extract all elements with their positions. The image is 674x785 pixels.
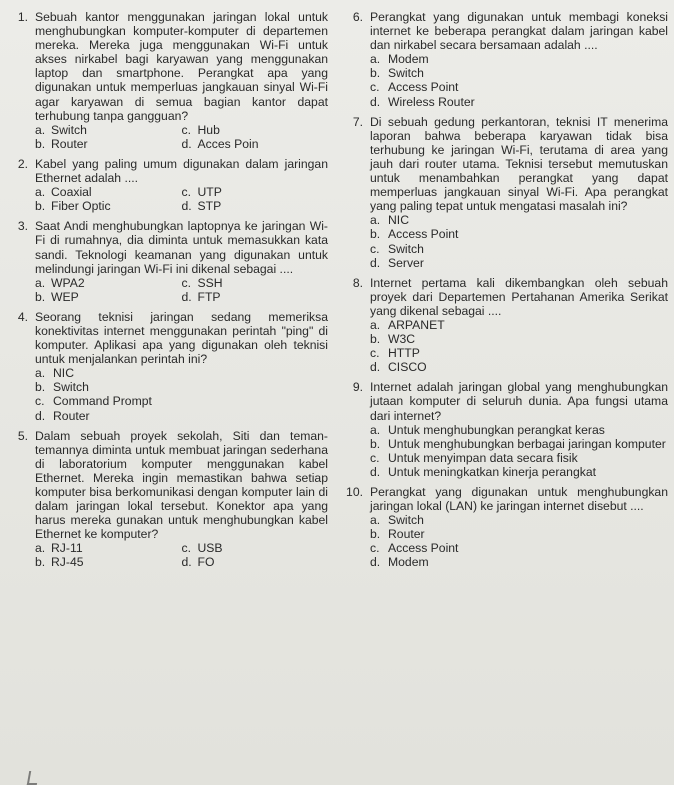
option-text: Command Prompt xyxy=(53,394,152,409)
answer-option[interactable] xyxy=(35,137,182,151)
question-9 xyxy=(343,380,668,479)
question-text: Internet adalah jaringan global yang menghubungkan jutaan komputer di seluruh dunia. Apa fungsi utama dari internet? xyxy=(370,380,668,423)
option-letter: a. xyxy=(370,213,381,228)
option-letter: b. xyxy=(35,289,46,304)
answer-option[interactable] xyxy=(370,541,668,555)
option-letter: c. xyxy=(370,346,380,361)
answer-option[interactable] xyxy=(370,360,668,374)
option-letter: d. xyxy=(181,555,192,570)
option-text: HTTP xyxy=(388,346,420,361)
option-text: RJ-11 xyxy=(51,541,83,556)
answer-option[interactable] xyxy=(35,123,182,137)
option-text: FO xyxy=(197,555,215,570)
option-letter: c. xyxy=(370,241,380,256)
option-text: Untuk meningkatkan kinerja perangkat xyxy=(388,464,596,479)
option-letter: c. xyxy=(181,541,191,556)
question-10 xyxy=(343,485,668,570)
answer-option[interactable] xyxy=(182,199,329,213)
question-1 xyxy=(8,10,328,151)
option-letter: a. xyxy=(370,317,381,332)
option-letter: b. xyxy=(35,136,46,151)
option-text: Access Point xyxy=(388,80,459,95)
question-text: Seorang teknisi jaringan sedang memeriksa konektivitas internet menggunakan perintah "ping" di komputer. Aplikasi apa yang digunakan oleh teknisi untuk menjalankan perintah ini? xyxy=(35,309,328,367)
answer-options xyxy=(8,185,328,213)
answer-option[interactable] xyxy=(182,290,329,304)
option-text: Fiber Optic xyxy=(51,199,111,214)
question-text: Di sebuah gedung perkantoran, teknisi IT menerima laporan bahwa beberapa karyawan tidak bisa terhubung ke jaringan Wi-Fi, terutama di area yang jauh dari router utama. Teknisi tersebut memutuskan untuk menambahkan perangkat yang dapat memperluas jangkauan sinyal Wi-Fi. Apa perangkat yang paling tepat untuk mengatasi masalah ini? xyxy=(370,114,668,214)
option-text: Switch xyxy=(388,513,424,528)
option-text: Switch xyxy=(388,241,424,256)
question-text: Perangkat yang digunakan untuk membagi koneksi internet ke beberapa perangkat dalam jaringan kabel dan nirkabel secara bersamaan adalah .... xyxy=(370,10,668,53)
question-text: Kabel yang paling umum digunakan dalam jaringan Ethernet adalah .... xyxy=(35,156,328,186)
option-letter: a. xyxy=(35,275,46,290)
answer-option[interactable] xyxy=(370,213,668,227)
option-letter: c. xyxy=(181,275,191,290)
question-stem xyxy=(343,115,668,214)
option-letter: d. xyxy=(181,289,192,304)
answer-option[interactable] xyxy=(35,199,182,213)
question-text: Perangkat yang digunakan untuk menghubungkan jaringan lokal (LAN) ke jaringan internet disebut .... xyxy=(370,485,668,514)
question-stem xyxy=(8,429,328,542)
option-letter: d. xyxy=(370,94,381,109)
answer-options xyxy=(343,423,668,479)
answer-option[interactable] xyxy=(182,276,329,290)
question-stem xyxy=(8,10,328,123)
question-number: 2. xyxy=(17,156,28,171)
option-letter: a. xyxy=(370,513,381,528)
left-column xyxy=(8,10,328,576)
option-text: UTP xyxy=(197,185,222,200)
option-text: ARPANET xyxy=(388,317,445,332)
option-text: Hub xyxy=(197,122,220,137)
option-text: Wireless Router xyxy=(388,94,475,109)
question-2 xyxy=(8,157,328,213)
option-text: Acces Poin xyxy=(197,136,259,151)
option-letter: d. xyxy=(370,464,381,479)
option-text: Router xyxy=(51,136,88,151)
option-letter: b. xyxy=(370,332,381,347)
option-text: W3C xyxy=(388,332,416,347)
answer-option[interactable] xyxy=(35,555,182,569)
option-text: FTP xyxy=(197,289,221,304)
answer-option[interactable] xyxy=(370,423,668,437)
option-letter: a. xyxy=(35,541,46,556)
option-letter: d. xyxy=(370,555,381,570)
answer-option[interactable] xyxy=(182,555,329,569)
option-text: Modem xyxy=(388,555,429,570)
option-letter: a. xyxy=(370,52,381,67)
option-text: Access Point xyxy=(388,541,459,556)
option-letter: a. xyxy=(35,366,46,381)
option-text: Switch xyxy=(51,122,87,137)
question-stem xyxy=(343,10,668,52)
question-number: 5. xyxy=(17,428,28,443)
option-letter: c. xyxy=(370,541,380,556)
option-letter: d. xyxy=(181,199,192,214)
answer-option[interactable] xyxy=(370,52,668,66)
answer-options xyxy=(8,541,328,569)
question-5 xyxy=(8,429,328,570)
answer-option[interactable] xyxy=(370,318,668,332)
answer-option[interactable] xyxy=(182,541,329,555)
answer-option[interactable] xyxy=(35,290,182,304)
answer-option[interactable] xyxy=(370,332,668,346)
option-text: Router xyxy=(388,527,425,542)
answer-options xyxy=(343,318,668,374)
question-number: 3. xyxy=(17,219,28,234)
option-text: NIC xyxy=(388,213,409,228)
question-8 xyxy=(343,276,668,375)
question-number: 10. xyxy=(346,485,363,499)
answer-option[interactable] xyxy=(370,256,668,270)
question-stem xyxy=(343,276,668,318)
option-text: Untuk menghubungkan perangkat keras xyxy=(388,422,605,437)
question-stem xyxy=(8,157,328,185)
option-letter: c. xyxy=(181,122,191,137)
question-stem xyxy=(343,380,668,422)
option-text: Server xyxy=(388,255,424,270)
question-stem xyxy=(8,310,328,366)
option-letter: b. xyxy=(35,380,46,395)
answer-option[interactable] xyxy=(35,394,328,408)
option-text: Untuk menyimpan data secara fisik xyxy=(388,450,578,465)
answer-option[interactable] xyxy=(35,276,182,290)
option-text: Switch xyxy=(53,380,89,395)
option-letter: a. xyxy=(370,422,381,437)
right-column xyxy=(343,10,668,576)
answer-option[interactable] xyxy=(182,185,329,199)
option-letter: b. xyxy=(370,66,381,81)
answer-option[interactable] xyxy=(370,513,668,527)
question-number: 4. xyxy=(17,309,28,324)
option-letter: b. xyxy=(35,199,46,214)
answer-option[interactable] xyxy=(35,409,328,423)
option-letter: c. xyxy=(181,185,191,200)
option-text: WPA2 xyxy=(51,275,85,290)
answer-option[interactable] xyxy=(35,366,328,380)
answer-option[interactable] xyxy=(35,541,182,555)
question-text: Saat Andi menghubungkan laptopnya ke jaringan Wi-Fi di rumahnya, dia diminta untuk memasukkan kata sandi. Teknologi keamanan yang digunakan untuk melindungi jaringan Wi-Fi ini dikenal sebagai .... xyxy=(35,219,328,276)
answer-option[interactable] xyxy=(370,346,668,360)
answer-option[interactable] xyxy=(370,66,668,80)
option-text: WEP xyxy=(51,289,79,304)
answer-options xyxy=(343,52,668,108)
answer-options xyxy=(8,276,328,304)
question-text: Dalam sebuah proyek sekolah, Siti dan teman-temannya diminta untuk membuat jaringan sederhana di laboratorium komputer menggunakan kabel Ethernet. Mereka ingin memastikan bahwa setiap komputer bisa berkomunikasi dengan komputer lain di dalam jaringan lokal tersebut. Konektor apa yang harus mereka gunakan untuk menghubungkan kabel Ethernet ke komputer? xyxy=(35,428,328,542)
option-letter: c. xyxy=(35,394,45,409)
answer-option[interactable] xyxy=(370,95,668,109)
option-text: STP xyxy=(197,199,222,214)
answer-options xyxy=(343,213,668,269)
option-letter: b. xyxy=(370,527,381,542)
option-letter: d. xyxy=(35,408,46,423)
option-text: Access Point xyxy=(388,227,459,242)
answer-option[interactable] xyxy=(182,123,329,137)
option-letter: c. xyxy=(370,80,380,95)
option-text: Coaxial xyxy=(51,185,92,200)
answer-option[interactable] xyxy=(370,227,668,241)
option-letter: a. xyxy=(35,122,46,137)
option-letter: a. xyxy=(35,185,46,200)
question-stem xyxy=(343,485,668,513)
question-number: 9. xyxy=(352,380,363,395)
answer-option[interactable] xyxy=(35,185,182,199)
answer-option[interactable] xyxy=(370,555,668,569)
pencil-mark xyxy=(27,771,39,785)
option-letter: c. xyxy=(370,450,380,465)
option-text: Modem xyxy=(388,52,429,67)
answer-options xyxy=(8,366,328,422)
question-4 xyxy=(8,310,328,423)
option-text: CISCO xyxy=(388,360,427,375)
question-text: Internet pertama kali dikembangkan oleh sebuah proyek dari Departemen Pertahanan Amerika Serikat yang dikenal sebagai .... xyxy=(370,275,668,318)
answer-option[interactable] xyxy=(35,380,328,394)
question-number: 7. xyxy=(352,114,363,129)
question-6 xyxy=(343,10,668,109)
question-7 xyxy=(343,115,668,270)
question-number: 1. xyxy=(17,10,28,24)
option-letter: d. xyxy=(181,136,192,151)
question-stem xyxy=(8,219,328,275)
option-text: Untuk menghubungkan berbagai jaringan komputer xyxy=(388,436,666,451)
option-text: Switch xyxy=(388,66,424,81)
option-text: SSH xyxy=(197,275,223,290)
option-text: NIC xyxy=(53,366,74,381)
option-text: USB xyxy=(197,541,223,556)
answer-option[interactable] xyxy=(370,465,668,479)
answer-options xyxy=(343,513,668,569)
answer-options xyxy=(8,123,328,151)
option-text: RJ-45 xyxy=(51,555,84,570)
question-number: 8. xyxy=(352,275,363,290)
answer-option[interactable] xyxy=(370,437,668,451)
option-letter: d. xyxy=(370,255,381,270)
option-letter: b. xyxy=(35,555,46,570)
answer-option[interactable] xyxy=(182,137,329,151)
answer-option[interactable] xyxy=(370,242,668,256)
answer-option[interactable] xyxy=(370,451,668,465)
option-letter: b. xyxy=(370,227,381,242)
answer-option[interactable] xyxy=(370,527,668,541)
question-number: 6. xyxy=(352,10,363,24)
option-text: Router xyxy=(53,408,90,423)
option-letter: d. xyxy=(370,360,381,375)
answer-option[interactable] xyxy=(370,80,668,94)
option-letter: b. xyxy=(370,436,381,451)
question-3 xyxy=(8,219,328,304)
question-text: Sebuah kantor menggunakan jaringan lokal untuk menghubungkan komputer-komputer di departemen mereka. Mereka juga menggunakan Wi-Fi untuk akses nirkabel bagi karyawan yang menggunakan laptop dan smartphone. Perangkat apa yang digunakan untuk memperluas jangkauan sinyal Wi-Fi agar karyawan di semua bagian kantor dapat terhubung tanpa gangguan? xyxy=(35,10,328,123)
